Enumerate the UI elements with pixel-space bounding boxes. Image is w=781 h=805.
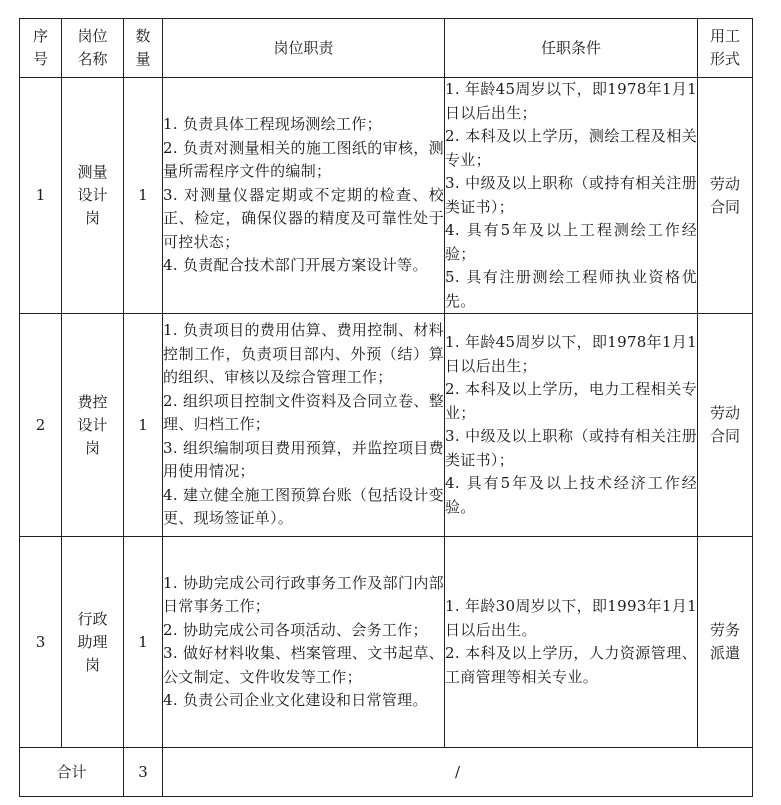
employment-line: 派遣: [709, 644, 740, 662]
row-post-name: [62, 78, 124, 314]
header-qty-line: 数: [135, 27, 151, 45]
post-line: 岗: [84, 438, 100, 457]
post-line: 测量: [77, 163, 108, 181]
header-employment-line: 用工: [709, 27, 740, 45]
employment-line: 劳动: [709, 174, 740, 193]
header-row: [20, 19, 753, 78]
row-duties: [163, 537, 445, 748]
post-line: 岗: [84, 655, 100, 674]
duty-item: 4. 负责配合技术部门开展方案设计等。: [163, 256, 428, 275]
table-row: [20, 78, 753, 314]
duty-item: 2. 负责对测量相关的施工图纸的审核，测量所需程序文件的编制；: [163, 138, 444, 181]
row-requirements: [445, 314, 698, 537]
duty-item: 2. 协助完成公司各项活动、会务工作；: [163, 620, 428, 639]
post-line: 设计: [77, 186, 108, 204]
row-employment: [698, 78, 753, 314]
row-qty: 1: [124, 314, 163, 537]
header-duties: 岗位职责: [163, 19, 445, 78]
job-table: [19, 18, 753, 797]
header-seq: [20, 19, 62, 78]
duty-item: 3. 组织编制项目费用预算，并监控项目费用使用情况；: [163, 438, 444, 481]
row-employment: [698, 537, 753, 748]
row-requirements: [445, 78, 698, 314]
duty-item: 4. 建立健全施工图预算台账（包括设计变更、现场签证单）。: [163, 485, 444, 528]
requirement-item: 5. 具有注册测绘工程师执业资格优先。: [445, 268, 697, 310]
row-post-name: [62, 314, 124, 537]
employment-line: 合同: [709, 197, 740, 216]
table-row: [20, 537, 753, 748]
duty-item: 4. 负责公司企业文化建设和日常管理。: [163, 691, 428, 709]
header-seq-line: 序: [32, 27, 48, 45]
employment-line: 合同: [709, 427, 740, 445]
duty-item: 3. 对测量仪器定期或不定期的检查、校正、检定，确保仪器的精度及可靠性处于可控状态；: [163, 185, 444, 251]
row-qty: 1: [124, 537, 163, 748]
requirement-item: 2. 本科及以上学历，电力工程相关专业；: [445, 380, 697, 422]
header-post-line: 名称: [77, 50, 108, 68]
requirement-item: 1. 年龄30周岁以下，即1993年1月1日以后出生。: [445, 597, 697, 639]
total-rest: /: [163, 748, 753, 797]
duty-item: 1. 负责具体工程现场测绘工作；: [163, 115, 382, 134]
requirement-item: 2. 本科及以上学历，测绘工程及相关专业；: [445, 127, 697, 169]
header-seq-line: 号: [32, 50, 48, 68]
header-employment-line: 形式: [709, 50, 740, 68]
duty-item: 2. 组织项目控制文件资料及合同立卷、整理、归档工作；: [163, 391, 444, 434]
duty-item: 1. 协助完成公司行政事务工作及部门内部日常事务工作；: [163, 573, 444, 615]
post-line: 岗: [84, 209, 100, 227]
requirement-item: 1. 年龄45周岁以下，即1978年1月1日以后出生；: [445, 80, 697, 122]
post-line: 助理: [77, 632, 108, 651]
duty-item: 1. 负责项目的费用估算、费用控制、材料控制工作，负责项目部内、外预（结）算的组织、审核以及综合管理工作；: [163, 321, 444, 387]
row-post-name: [62, 537, 124, 748]
table-row: [20, 314, 753, 537]
row-duties: [163, 78, 445, 314]
requirement-item: 2. 本科及以上学历，人力资源管理、工商管理等相关专业。: [445, 644, 697, 686]
row-employment: [698, 314, 753, 537]
requirement-item: 3. 中级及以上职称（或持有相关注册类证书）；: [445, 427, 697, 469]
header-employment: [698, 19, 753, 78]
header-requirements: 任职条件: [445, 19, 698, 78]
requirement-item: 4. 具有5年及以上工程测绘工作经验；: [445, 221, 697, 263]
requirement-item: 1. 年龄45周岁以下，即1978年1月1日以后出生；: [445, 333, 697, 375]
row-requirements: [445, 537, 698, 748]
post-line: 行政: [77, 609, 108, 628]
post-line: 设计: [77, 415, 108, 434]
post-line: 费控: [77, 392, 108, 411]
total-row: [20, 748, 753, 797]
duty-item: 3. 做好材料收集、档案管理、文书起草、公文制定、文件收发等工作；: [163, 644, 444, 686]
total-label: 合计: [20, 748, 124, 797]
employment-line: 劳务: [709, 621, 740, 639]
total-qty: 3: [124, 748, 163, 797]
header-post: [62, 19, 124, 78]
row-seq: 2: [20, 314, 62, 537]
header-qty: [124, 19, 163, 78]
row-qty: 1: [124, 78, 163, 314]
requirement-item: 3. 中级及以上职称（或持有相关注册类证书）；: [445, 174, 697, 216]
header-qty-line: 量: [135, 50, 151, 68]
requirement-item: 4. 具有5年及以上技术经济工作经验。: [445, 474, 697, 516]
row-duties: [163, 314, 445, 537]
row-seq: 3: [20, 537, 62, 748]
row-seq: 1: [20, 78, 62, 314]
employment-line: 劳动: [709, 404, 740, 422]
header-post-line: 岗位: [77, 27, 108, 45]
